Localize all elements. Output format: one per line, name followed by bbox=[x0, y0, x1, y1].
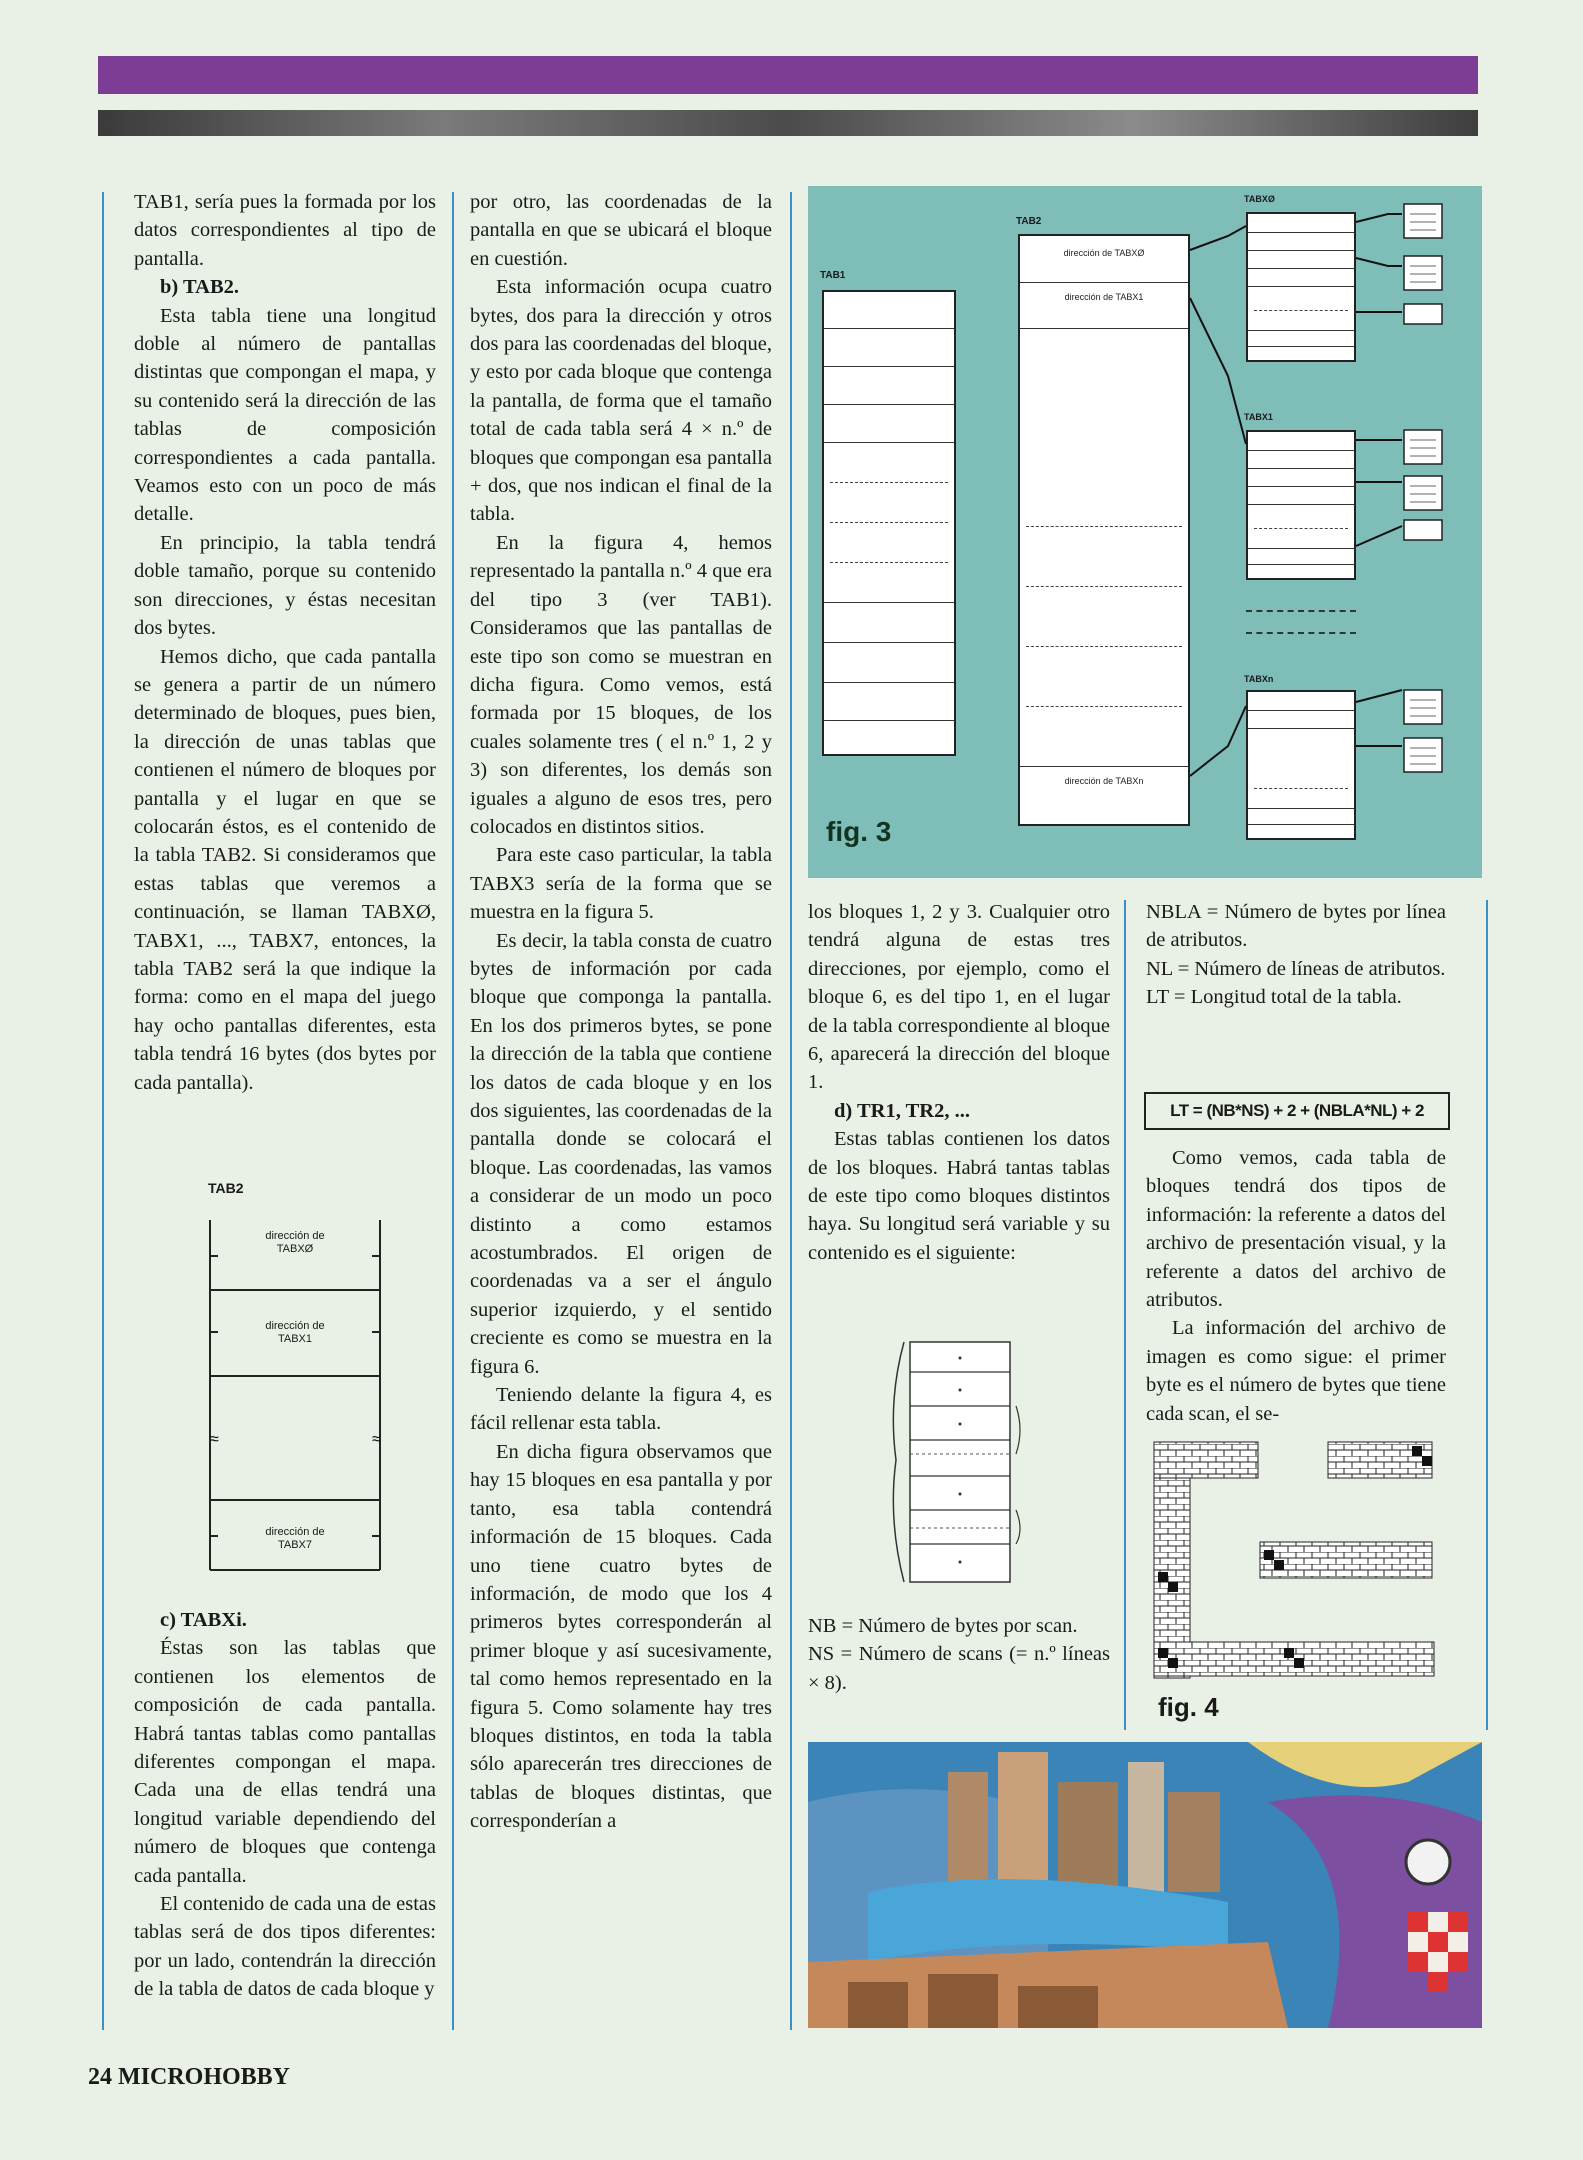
svg-text:≈: ≈ bbox=[372, 1431, 381, 1448]
tab2-cell: dirección de TABXn bbox=[1064, 776, 1144, 786]
tab2-cell-label: dirección de TABX7 bbox=[265, 1526, 325, 1551]
nbla-definition: NBLA = Número de bytes por línea de atributos. bbox=[1146, 901, 1446, 952]
tab2-figure bbox=[200, 1180, 400, 1590]
tabx0-label: TABXØ bbox=[1244, 194, 1275, 204]
column-4 bbox=[1146, 898, 1446, 1012]
figure-3-arrows bbox=[808, 186, 1482, 878]
column-rule bbox=[790, 192, 792, 2030]
column-1-bottom bbox=[134, 1606, 436, 2004]
figure-4-caption: fig. 4 bbox=[1158, 1692, 1219, 1722]
block-table-diagram bbox=[880, 1330, 1090, 1600]
lt-formula: LT = (NB*NS) + 2 + (NBLA*NL) + 2 bbox=[1144, 1092, 1450, 1130]
header-purple-band bbox=[98, 56, 1478, 94]
paragraph: Esta información ocupa cuatro bytes, dos para la dirección y otros dos para las coordenadas del bloque, y esto por cada bloque que contenga la pantalla, de forma que el tamaño total de cada tabla será 4 × n.º de bloques que compongan esa pantalla + dos, que nos indican el final de la tabla. bbox=[470, 276, 772, 526]
paragraph: En principio, la tabla tendrá doble tamaño, porque su contenido son direcciones, y éstas necesitan dos bytes. bbox=[134, 531, 436, 640]
paragraph: Para este caso particular, la tabla TABX3 sería de la forma que se muestra en la figura 5. bbox=[470, 844, 772, 924]
column-rule bbox=[102, 192, 104, 2030]
paragraph: Es decir, la tabla consta de cuatro bytes de información por cada bloque que componga la pantalla. En los dos primeros bytes, se pone la dirección de la tabla que contiene los datos de cada bloque y en los dos siguientes, las coordenadas de la pantalla donde se colocará el bloque. Las coordenadas, las vamos a considerar de un modo un poco distinto a como estamos acostumbrados. El origen de coordenadas va a ser el ángulo superior izquierdo, y el sentido creciente es como se muestra en la figura 6. bbox=[470, 929, 772, 1378]
heading-b: b) TAB2. bbox=[160, 276, 239, 299]
column-1 bbox=[134, 188, 436, 1097]
heading-c: c) TABXi. bbox=[160, 1609, 247, 1631]
heading-d: d) TR1, TR2, ... bbox=[834, 1099, 970, 1122]
paragraph: Esta tabla tiene una longitud doble al número de pantallas distintas que compongan el mapa, y su contenido será la dirección de las tablas de composición correspondientes a cada pantalla. Veamos esto con un poco de más detalle. bbox=[134, 304, 436, 526]
tab2-cell: dirección de TABX1 bbox=[1064, 292, 1144, 302]
paragraph: TAB1, sería pues la formada por los datos correspondientes al tipo de pantalla. bbox=[134, 191, 436, 270]
paragraph: Hemos dicho, que cada pantalla se genera a partir de un número determinado de bloques, pues bien, la dirección de unas tablas que contienen el número de bloques por pantalla y el lugar en que se colocarán éstos, es el contenido de la tabla TAB2. Si consideramos que estas tablas que veremos a continuación, se llaman TABXØ, TABX1, ..., TABX7, entonces, la tabla TAB2 será la que indique la forma: como en el mapa del juego hay ocho pantallas diferentes, esta tabla tendrá 16 bytes (dos bytes por cada pantalla). bbox=[134, 645, 436, 1094]
lt-definition: LT = Longitud total de la tabla. bbox=[1146, 986, 1402, 1009]
tab1-label: TAB1 bbox=[820, 270, 846, 281]
header-gray-band bbox=[98, 110, 1478, 136]
paragraph: El contenido de cada una de estas tablas será de dos tipos diferentes: por un lado, contendrán la dirección de la tabla de datos de cada bloque y bbox=[134, 1893, 436, 2001]
paragraph: La información del archivo de imagen es como sigue: el primer byte es el número de bytes que tiene cada scan, el se- bbox=[1146, 1317, 1446, 1425]
column-3 bbox=[808, 898, 1110, 1267]
paragraph: En dicha figura observamos que hay 15 bloques en esa pantalla y por tanto, esa tabla contendrá información de 15 bloques. Cada uno tiene cuatro bytes de información, de modo que los 4 primeros bytes corresponderán al primer bloque y así sucesivamente, tal como hemos representado en la figura 5. Como solamente hay tres bloques distintos, en toda la tabla sólo aparecerán tres direcciones de tablas de bloques distintas, que corresponderían a bbox=[470, 1440, 772, 1833]
column-rule bbox=[452, 192, 454, 2030]
nl-definition: NL = Número de líneas de atributos. bbox=[1146, 957, 1446, 980]
city-illustration bbox=[808, 1742, 1482, 2028]
column-3-bottom bbox=[808, 1612, 1110, 1697]
tabx1-label: TABX1 bbox=[1244, 412, 1273, 422]
column-rule bbox=[1124, 900, 1126, 1730]
paragraph: por otro, las coordenadas de la pantalla en que se ubicará el bloque en cuestión. bbox=[470, 191, 772, 270]
paragraph: Estas tablas contienen los datos de los bloques. Habrá tantas tablas de este tipo como bloques distintos haya. Su longitud será variable y su contenido es el siguiente: bbox=[808, 1128, 1110, 1264]
tab2-label: TAB2 bbox=[1016, 216, 1042, 227]
figure-3 bbox=[808, 186, 1482, 878]
tabxn-label: TABXn bbox=[1244, 674, 1274, 684]
game-illustration bbox=[808, 1742, 1482, 2028]
ns-definition: NS = Número de scans (= n.º líneas × 8). bbox=[808, 1643, 1110, 1694]
paragraph: Como vemos, cada tabla de bloques tendrá dos tipos de información: la referente a datos del archivo de presentación visual, y la referente a datos del archivo de atributos. bbox=[1146, 1147, 1446, 1312]
paragraph: En la figura 4, hemos representado la pantalla n.º 4 que era del tipo 3 (ver TAB1). Consideramos que las pantallas de este tipo son como se muestran en dicha figura. Como vemos, está formada por 15 bloques, de los cuales solamente tres ( el n.º 1, 2 y 3) son diferentes, los demás son iguales a alguno de esos tres, pero colocados en distintos sitios. bbox=[470, 531, 772, 838]
figure-3-caption: fig. 3 bbox=[826, 816, 892, 847]
paragraph: Teniendo delante la figura 4, es fácil rellenar esta tabla. bbox=[470, 1384, 772, 1435]
column-4-body bbox=[1146, 1144, 1446, 1428]
block-table-figure bbox=[880, 1330, 1090, 1600]
svg-text:≈: ≈ bbox=[210, 1431, 219, 1448]
paragraph: Éstas son las tablas que contienen los elementos de composición de cada pantalla. Habrá tantas tablas como pantallas diferentes compongan el mapa. Cada una de ellas tendrá una longitud variable dependiendo del número de bloques que contenga cada pantalla. bbox=[134, 1637, 436, 1887]
figure-4-bricks bbox=[1144, 1432, 1484, 1732]
page-footer: 24 MICROHOBBY bbox=[88, 2064, 291, 2090]
figure-4 bbox=[1144, 1432, 1484, 1732]
tab2-figure-title: TAB2 bbox=[208, 1180, 244, 1196]
column-2 bbox=[470, 188, 772, 1836]
nb-definition: NB = Número de bytes por scan. bbox=[808, 1615, 1078, 1637]
paragraph: los bloques 1, 2 y 3. Cualquier otro tendrá alguna de estas tres direcciones, por ejemplo, como el bloque 6, es del tipo 1, en el lugar de la tabla correspondiente al bloque 6, aparecerá la dirección del bloque 1. bbox=[808, 901, 1110, 1094]
tab2-cell-label: dirección de TABX1 bbox=[265, 1320, 325, 1345]
column-rule bbox=[1486, 900, 1488, 1730]
tab2-cell-label: dirección de TABXØ bbox=[265, 1230, 325, 1255]
tab2-cell: dirección de TABXØ bbox=[1063, 248, 1145, 258]
